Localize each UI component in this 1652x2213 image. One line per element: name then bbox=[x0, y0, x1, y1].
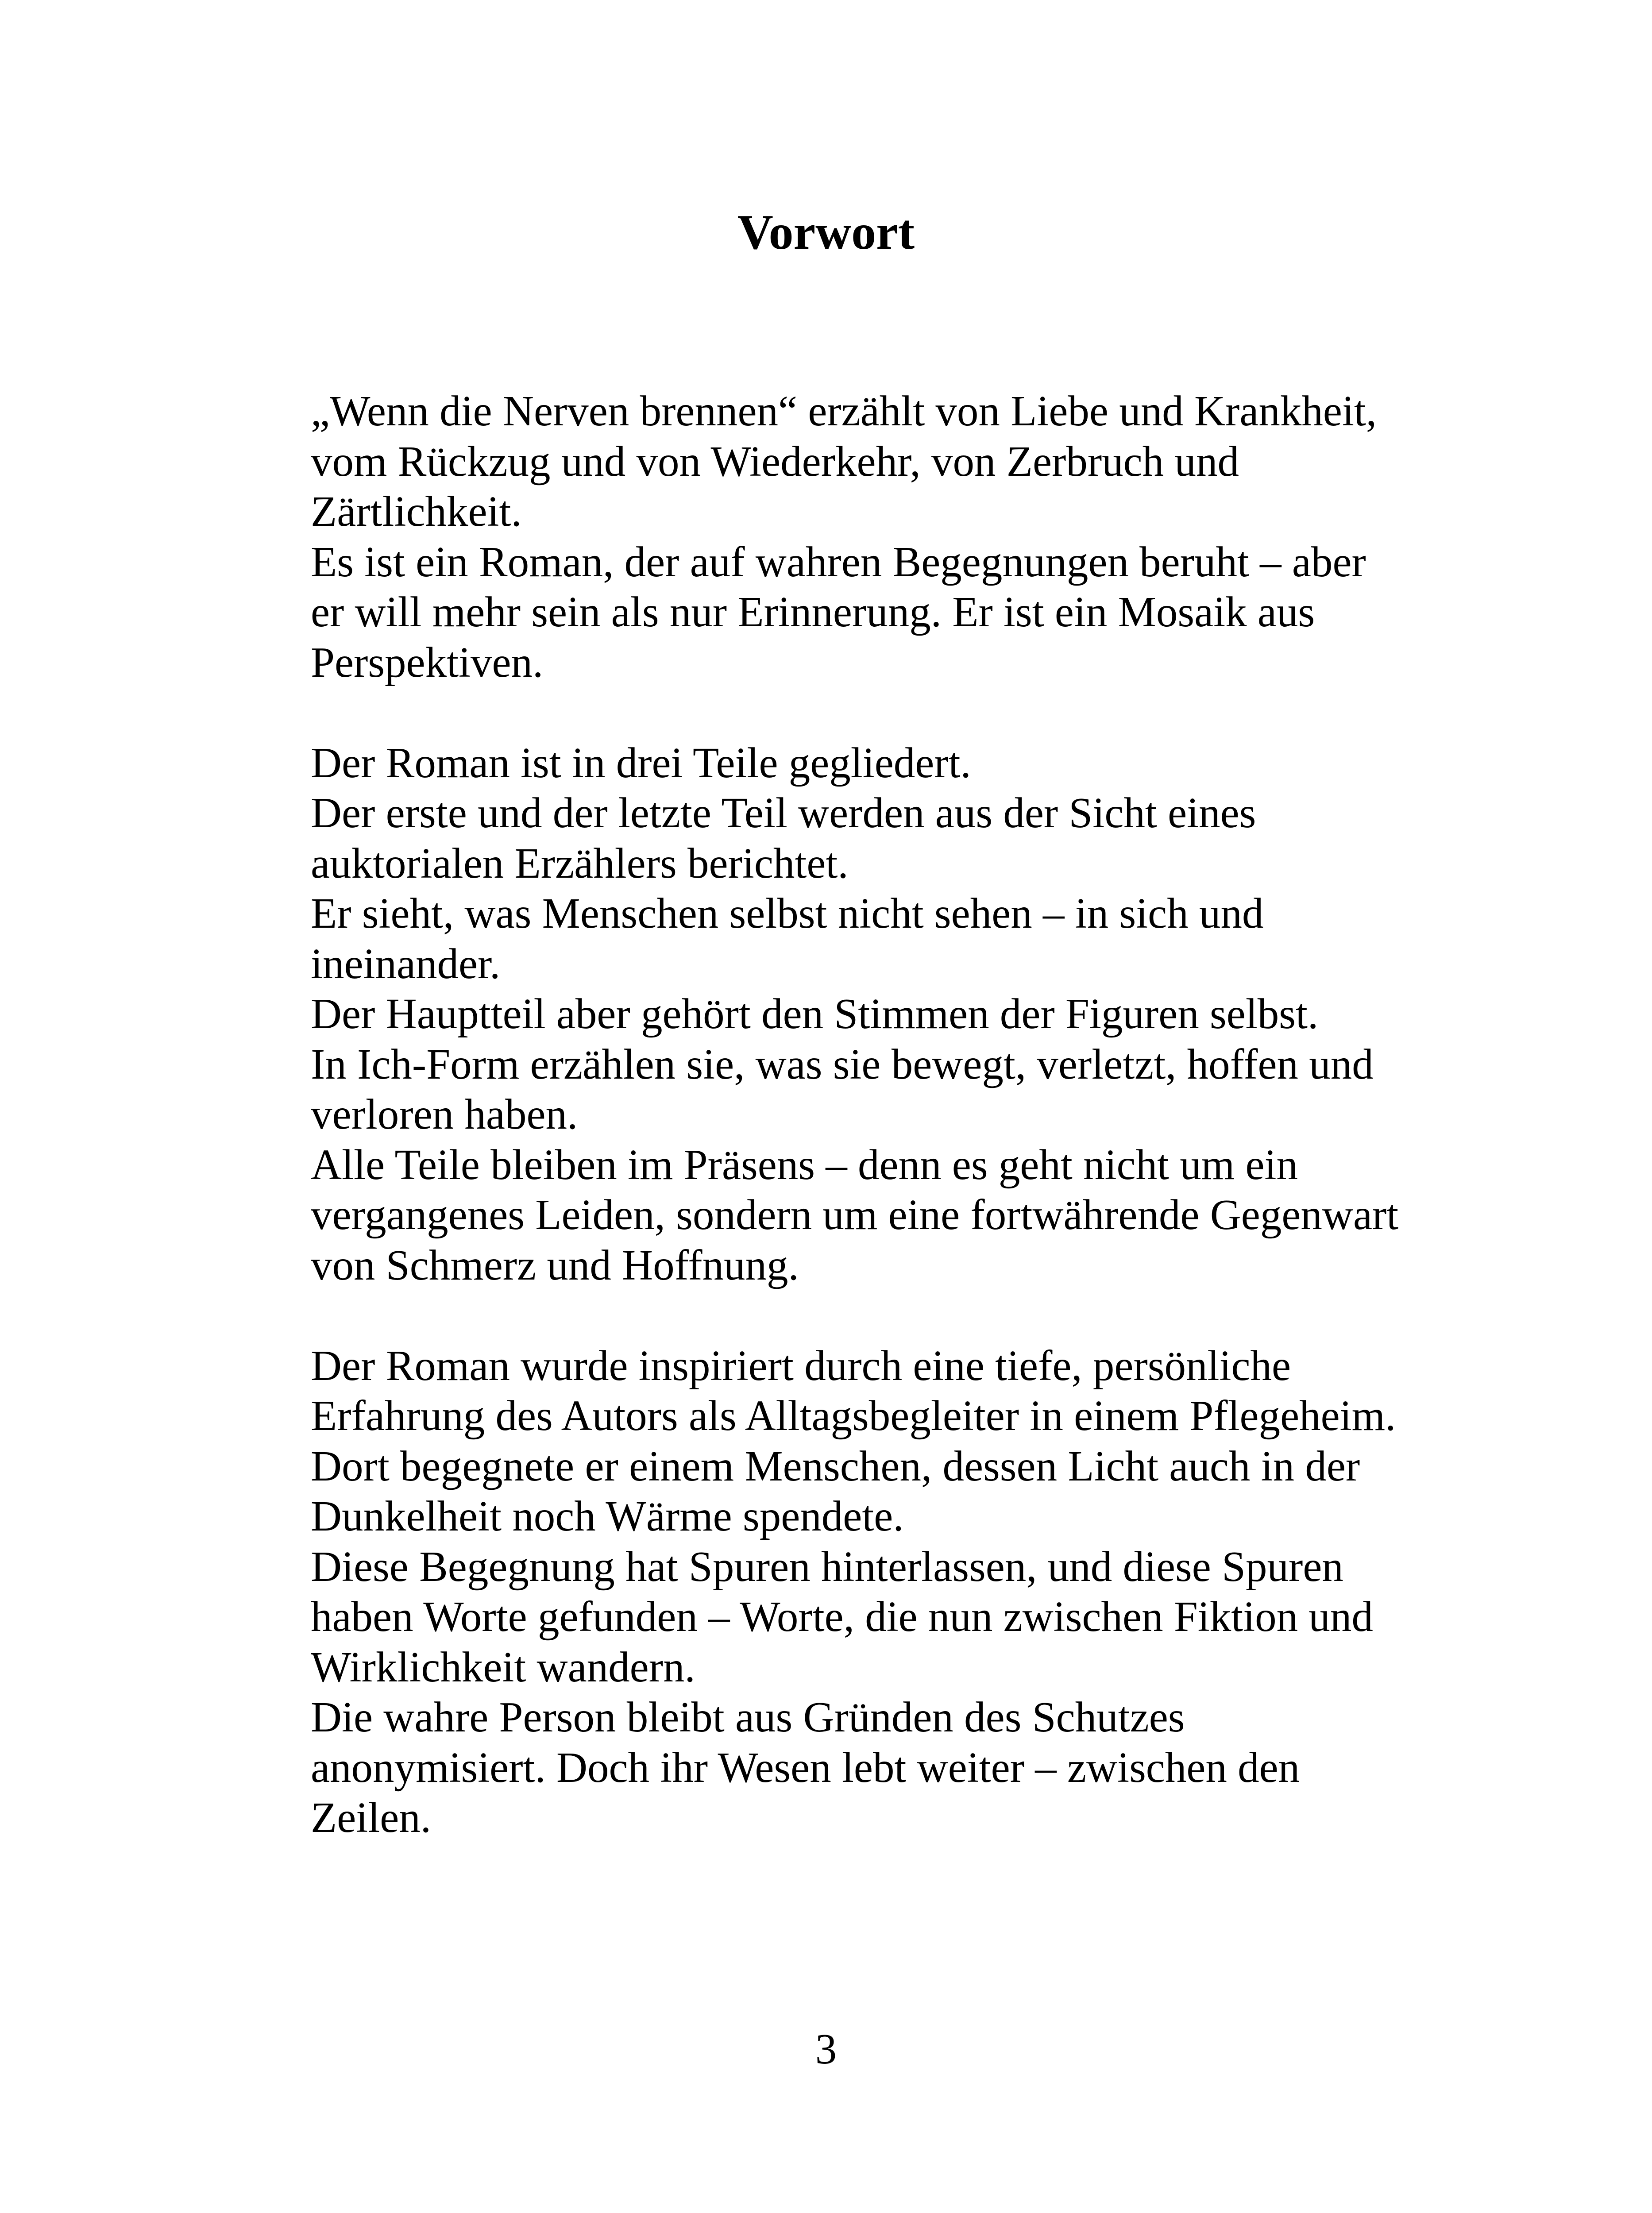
text-line: In Ich-Form erzählen sie, was sie bewegt, verletzt, hoffen und bbox=[311, 1040, 1374, 1088]
paragraph bbox=[311, 1341, 1444, 1843]
text-line: er will mehr sein als nur Erinnerung. Er ist ein Mosaik aus bbox=[311, 588, 1315, 636]
text-line: Der erste und der letzte Teil werden aus der Sicht eines bbox=[311, 789, 1256, 837]
text-line: Zärtlichkeit. bbox=[311, 488, 522, 535]
text-line: „Wenn die Nerven brennen“ erzählt von Liebe und Krankheit, bbox=[311, 387, 1377, 435]
text-line: Alle Teile bleiben im Präsens – denn es geht nicht um ein bbox=[311, 1141, 1298, 1188]
text-line: vergangenes Leiden, sondern um eine fortwährende Gegenwart bbox=[311, 1191, 1399, 1238]
page-number: 3 bbox=[815, 2025, 837, 2073]
page-title: Vorwort bbox=[737, 205, 915, 260]
text-line: vom Rückzug und von Wiederkehr, von Zerbruch und bbox=[311, 437, 1239, 485]
paragraph-gap bbox=[311, 687, 1444, 738]
paragraph-gap bbox=[311, 1290, 1444, 1341]
text-line: Der Roman ist in drei Teile gegliedert. bbox=[311, 739, 971, 787]
paragraph bbox=[311, 386, 1444, 687]
paragraph bbox=[311, 738, 1444, 1291]
body-text bbox=[311, 386, 1444, 1843]
text-line: Die wahre Person bleibt aus Gründen des Schutzes bbox=[311, 1693, 1185, 1741]
text-line: Der Hauptteil aber gehört den Stimmen der Figuren selbst. bbox=[311, 990, 1319, 1037]
text-line: Perspektiven. bbox=[311, 638, 544, 686]
text-line: Der Roman wurde inspiriert durch eine tiefe, persönliche bbox=[311, 1342, 1291, 1389]
text-line: Wirklichkeit wandern. bbox=[311, 1643, 695, 1691]
text-line: Er sieht, was Menschen selbst nicht sehen – in sich und bbox=[311, 890, 1264, 937]
text-line: anonymisiert. Doch ihr Wesen lebt weiter – zwischen den bbox=[311, 1743, 1300, 1791]
text-line: ineinander. bbox=[311, 940, 501, 987]
text-line: Erfahrung des Autors als Alltagsbegleiter in einem Pflegeheim. bbox=[311, 1392, 1396, 1439]
text-line: Diese Begegnung hat Spuren hinterlassen, und diese Spuren bbox=[311, 1542, 1343, 1590]
text-line: Dort begegnete er einem Menschen, dessen Licht auch in der bbox=[311, 1442, 1360, 1490]
text-line: verloren haben. bbox=[311, 1091, 578, 1138]
text-line: Dunkelheit noch Wärme spendete. bbox=[311, 1492, 904, 1540]
text-line: Zeilen. bbox=[311, 1794, 432, 1841]
text-line: haben Worte gefunden – Worte, die nun zwischen Fiktion und bbox=[311, 1593, 1373, 1640]
text-line: Es ist ein Roman, der auf wahren Begegnungen beruht – aber bbox=[311, 538, 1366, 586]
text-line: auktorialen Erzählers berichtet. bbox=[311, 839, 849, 887]
text-line: von Schmerz und Hoffnung. bbox=[311, 1241, 799, 1289]
